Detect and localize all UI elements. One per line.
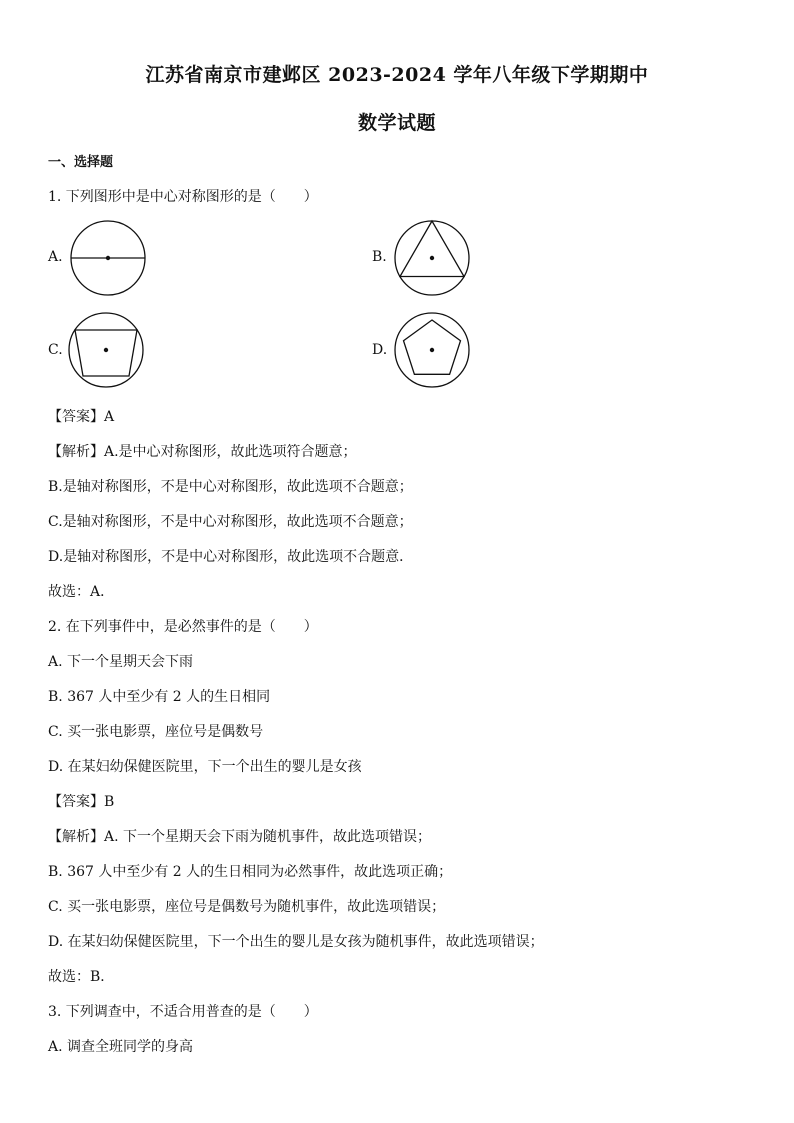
q1-option-c-label: C. [48, 342, 63, 358]
q1-analysis-line: B.是轴对称图形，不是中心对称图形，故此选项不合题意； [48, 479, 413, 495]
question-1-stem: 1. 下列图形中是中心对称图形的是（ ） [48, 189, 318, 205]
page-subtitle: 数学试题 [357, 112, 436, 134]
q2-option-c: C. 买一张电影票，座位号是偶数号 [48, 724, 264, 740]
q1-answer: 【答案】A [48, 409, 115, 425]
q1-option-b-label: B. [372, 249, 387, 265]
q1-figure-b [394, 220, 474, 296]
q1-conclusion: 故选：A． [48, 584, 115, 600]
question-2-stem: 2. 在下列事件中，是必然事件的是（ ） [48, 619, 318, 635]
q2-answer: 【答案】B [48, 794, 115, 810]
q1-analysis-line: 【解析】A.是中心对称图形，故此选项符合题意； [48, 444, 357, 460]
center-dot [430, 348, 434, 352]
q2-analysis-line: D. 在某妇幼保健医院里，下一个出生的婴儿是女孩为随机事件，故此选项错误； [48, 934, 544, 950]
q1-figure-d [394, 312, 474, 388]
center-dot [430, 256, 434, 260]
q2-analysis-line: B. 367 人中至少有 2 人的生日相同为必然事件，故此选项正确； [48, 864, 453, 880]
q2-conclusion: 故选：B． [48, 969, 115, 985]
page-title: 江苏省南京市建邺区 2023-2024 学年八年级下学期期中 [145, 64, 649, 86]
question-3-stem: 3. 下列调查中，不适合用普查的是（ ） [48, 1004, 318, 1020]
q1-analysis-line: D.是轴对称图形，不是中心对称图形，故此选项不合题意． [48, 549, 414, 565]
q1-option-a-label: A. [48, 249, 63, 265]
inscribed-trapezoid [75, 330, 137, 376]
q1-option-d-label: D. [372, 342, 388, 358]
q2-option-b: B. 367 人中至少有 2 人的生日相同 [48, 689, 271, 705]
q2-analysis-line: C. 买一张电影票，座位号是偶数号为随机事件，故此选项错误； [48, 899, 446, 915]
center-dot [104, 348, 108, 352]
q2-option-a: A. 下一个星期天会下雨 [48, 654, 194, 670]
q2-analysis-line: 【解析】A. 下一个星期天会下雨为随机事件，故此选项错误； [48, 829, 432, 845]
section-heading: 一、选择题 [48, 155, 114, 170]
q1-figure-c [68, 312, 148, 388]
q1-figure-a [70, 220, 150, 296]
q3-option-a: A. 调查全班同学的身高 [48, 1039, 194, 1055]
inscribed-pentagon [404, 320, 461, 374]
center-dot [106, 256, 110, 260]
q1-analysis-line: C.是轴对称图形，不是中心对称图形，故此选项不合题意； [48, 514, 413, 530]
q2-option-d: D. 在某妇幼保健医院里，下一个出生的婴儿是女孩 [48, 759, 362, 775]
